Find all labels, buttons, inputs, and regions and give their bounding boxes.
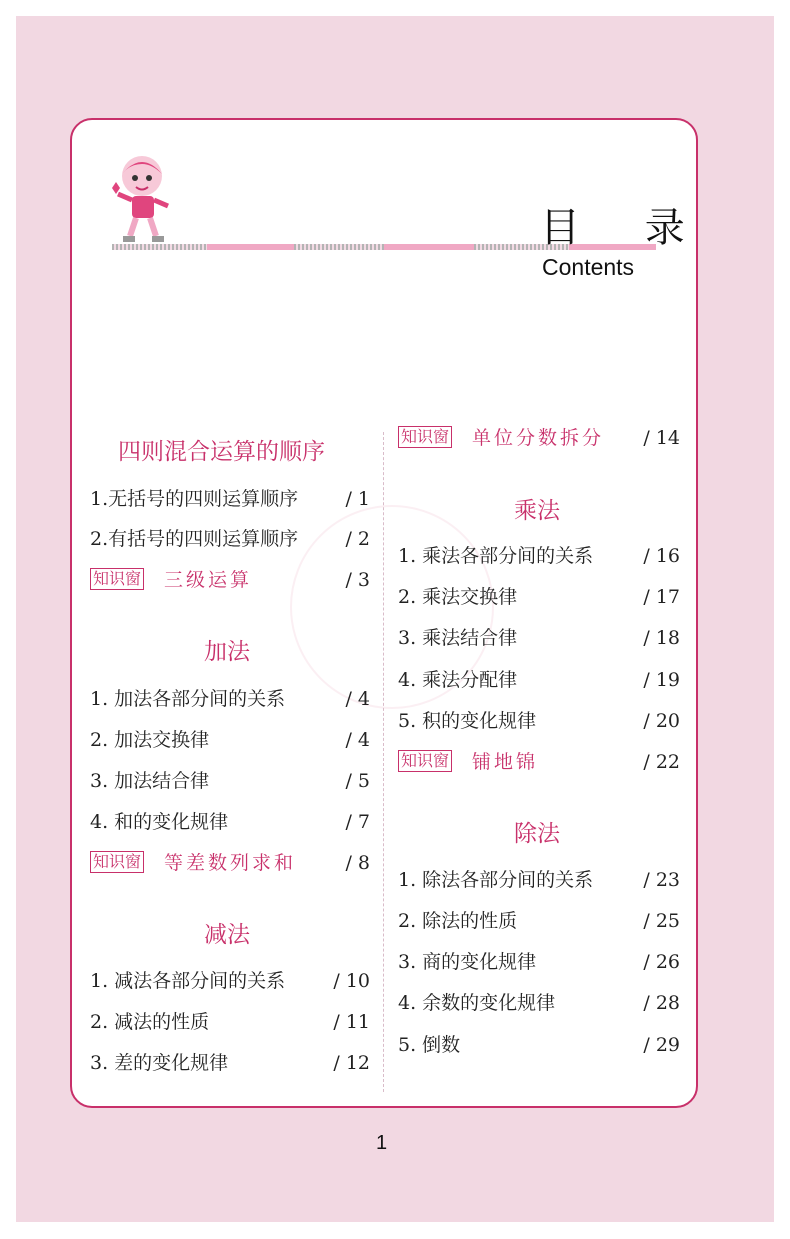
toc-entry-page: / 5 bbox=[345, 770, 370, 792]
title-underline-dash bbox=[294, 244, 384, 250]
toc-entry[interactable] bbox=[398, 906, 680, 936]
toc-entry-page: / 3 bbox=[345, 569, 370, 591]
section-title-subtraction: 减法 bbox=[204, 922, 250, 948]
toc-entry-label: 2. 加法交换律 bbox=[90, 729, 210, 751]
toc-entry[interactable] bbox=[90, 966, 370, 996]
toc-entry-knowledge[interactable] bbox=[398, 747, 680, 777]
toc-entry-page: / 1 bbox=[345, 488, 370, 510]
toc-entry[interactable] bbox=[398, 582, 680, 612]
toc-entry-page: / 26 bbox=[643, 951, 680, 973]
toc-entry[interactable] bbox=[398, 541, 680, 571]
toc-entry[interactable] bbox=[90, 807, 370, 837]
toc-entry-page: / 16 bbox=[643, 545, 680, 567]
toc-entry-label: 2. 乘法交换律 bbox=[398, 586, 518, 608]
toc-entry[interactable] bbox=[398, 947, 680, 977]
toc-entry-page: / 11 bbox=[333, 1011, 370, 1033]
toc-entry-page: / 7 bbox=[345, 811, 370, 833]
toc-entry-page: / 10 bbox=[333, 970, 370, 992]
toc-entry-label: 1. 加法各部分间的关系 bbox=[90, 688, 286, 710]
toc-entry[interactable] bbox=[90, 484, 370, 514]
toc-entry-page: / 4 bbox=[345, 729, 370, 751]
toc-entry-label: 单位分数拆分 bbox=[472, 427, 605, 449]
toc-entry-page: / 28 bbox=[643, 992, 680, 1014]
toc-entry[interactable] bbox=[398, 988, 680, 1018]
toc-entry-label: 3. 乘法结合律 bbox=[398, 627, 518, 649]
section-title-mixed-operations: 四则混合运算的顺序 bbox=[118, 439, 325, 465]
section-title-multiplication: 乘法 bbox=[514, 498, 560, 524]
toc-entry-page: / 4 bbox=[345, 688, 370, 710]
toc-entry-knowledge[interactable] bbox=[398, 423, 680, 453]
knowledge-window-tag: 知识窗 bbox=[398, 750, 452, 772]
toc-entry[interactable] bbox=[90, 1007, 370, 1037]
toc-entry-page: / 8 bbox=[345, 852, 370, 874]
toc-entry-page: / 22 bbox=[643, 751, 680, 773]
toc-entry[interactable] bbox=[398, 665, 680, 695]
toc-entry-page: / 14 bbox=[643, 427, 680, 449]
toc-entry-knowledge[interactable] bbox=[90, 565, 370, 595]
section-title-addition: 加法 bbox=[204, 639, 250, 665]
toc-entry-page: / 18 bbox=[643, 627, 680, 649]
page-subtitle: Contents bbox=[542, 254, 635, 280]
toc-entry-label: 5. 积的变化规律 bbox=[398, 710, 537, 732]
toc-entry[interactable] bbox=[90, 684, 370, 714]
section-title-division: 除法 bbox=[514, 821, 560, 847]
toc-entry[interactable] bbox=[398, 706, 680, 736]
knowledge-window-tag: 知识窗 bbox=[90, 851, 144, 873]
toc-entry[interactable] bbox=[90, 524, 370, 554]
toc-entry-label: 1. 乘法各部分间的关系 bbox=[398, 545, 594, 567]
toc-entry-label: 三级运算 bbox=[164, 569, 253, 591]
knowledge-window-tag: 知识窗 bbox=[90, 568, 144, 590]
toc-entry-label: 1. 减法各部分间的关系 bbox=[90, 970, 286, 992]
knowledge-window-tag: 知识窗 bbox=[398, 426, 452, 448]
toc-entry-label: 3. 加法结合律 bbox=[90, 770, 210, 792]
toc-entry-label: 2.有括号的四则运算顺序 bbox=[90, 528, 299, 550]
toc-entry[interactable] bbox=[90, 725, 370, 755]
toc-entry-page: / 23 bbox=[643, 869, 680, 891]
title-underline-dash bbox=[112, 244, 207, 250]
toc-entry-page: / 12 bbox=[333, 1052, 370, 1074]
toc-entry-label: 2. 除法的性质 bbox=[398, 910, 518, 932]
page-title: 目 录 bbox=[540, 205, 711, 251]
toc-entry-label: 1.无括号的四则运算顺序 bbox=[90, 488, 299, 510]
toc-entry-label: 2. 减法的性质 bbox=[90, 1011, 210, 1033]
page-number: 1 bbox=[376, 1132, 388, 1154]
toc-entry-label: 5. 倒数 bbox=[398, 1034, 461, 1056]
column-divider bbox=[383, 432, 384, 1092]
toc-entry-page: / 29 bbox=[643, 1034, 680, 1056]
toc-entry-page: / 20 bbox=[643, 710, 680, 732]
toc-entry-label: 铺地锦 bbox=[472, 751, 539, 773]
toc-entry-label: 4. 乘法分配律 bbox=[398, 669, 518, 691]
toc-entry[interactable] bbox=[90, 1048, 370, 1078]
toc-entry-page: / 2 bbox=[345, 528, 370, 550]
toc-entry[interactable] bbox=[398, 1030, 680, 1060]
toc-entry-page: / 17 bbox=[643, 586, 680, 608]
cartoon-kid-icon bbox=[108, 150, 178, 245]
toc-entry-page: / 25 bbox=[643, 910, 680, 932]
toc-entry-page: / 19 bbox=[643, 669, 680, 691]
toc-entry-label: 4. 和的变化规律 bbox=[90, 811, 229, 833]
toc-entry-label: 等差数列求和 bbox=[164, 852, 297, 874]
toc-entry[interactable] bbox=[398, 623, 680, 653]
toc-entry-label: 1. 除法各部分间的关系 bbox=[398, 869, 594, 891]
toc-entry[interactable] bbox=[90, 766, 370, 796]
toc-entry[interactable] bbox=[398, 865, 680, 895]
toc-entry-label: 4. 余数的变化规律 bbox=[398, 992, 556, 1014]
toc-entry-label: 3. 商的变化规律 bbox=[398, 951, 537, 973]
toc-entry-label: 3. 差的变化规律 bbox=[90, 1052, 229, 1074]
toc-entry-knowledge[interactable] bbox=[90, 848, 370, 878]
